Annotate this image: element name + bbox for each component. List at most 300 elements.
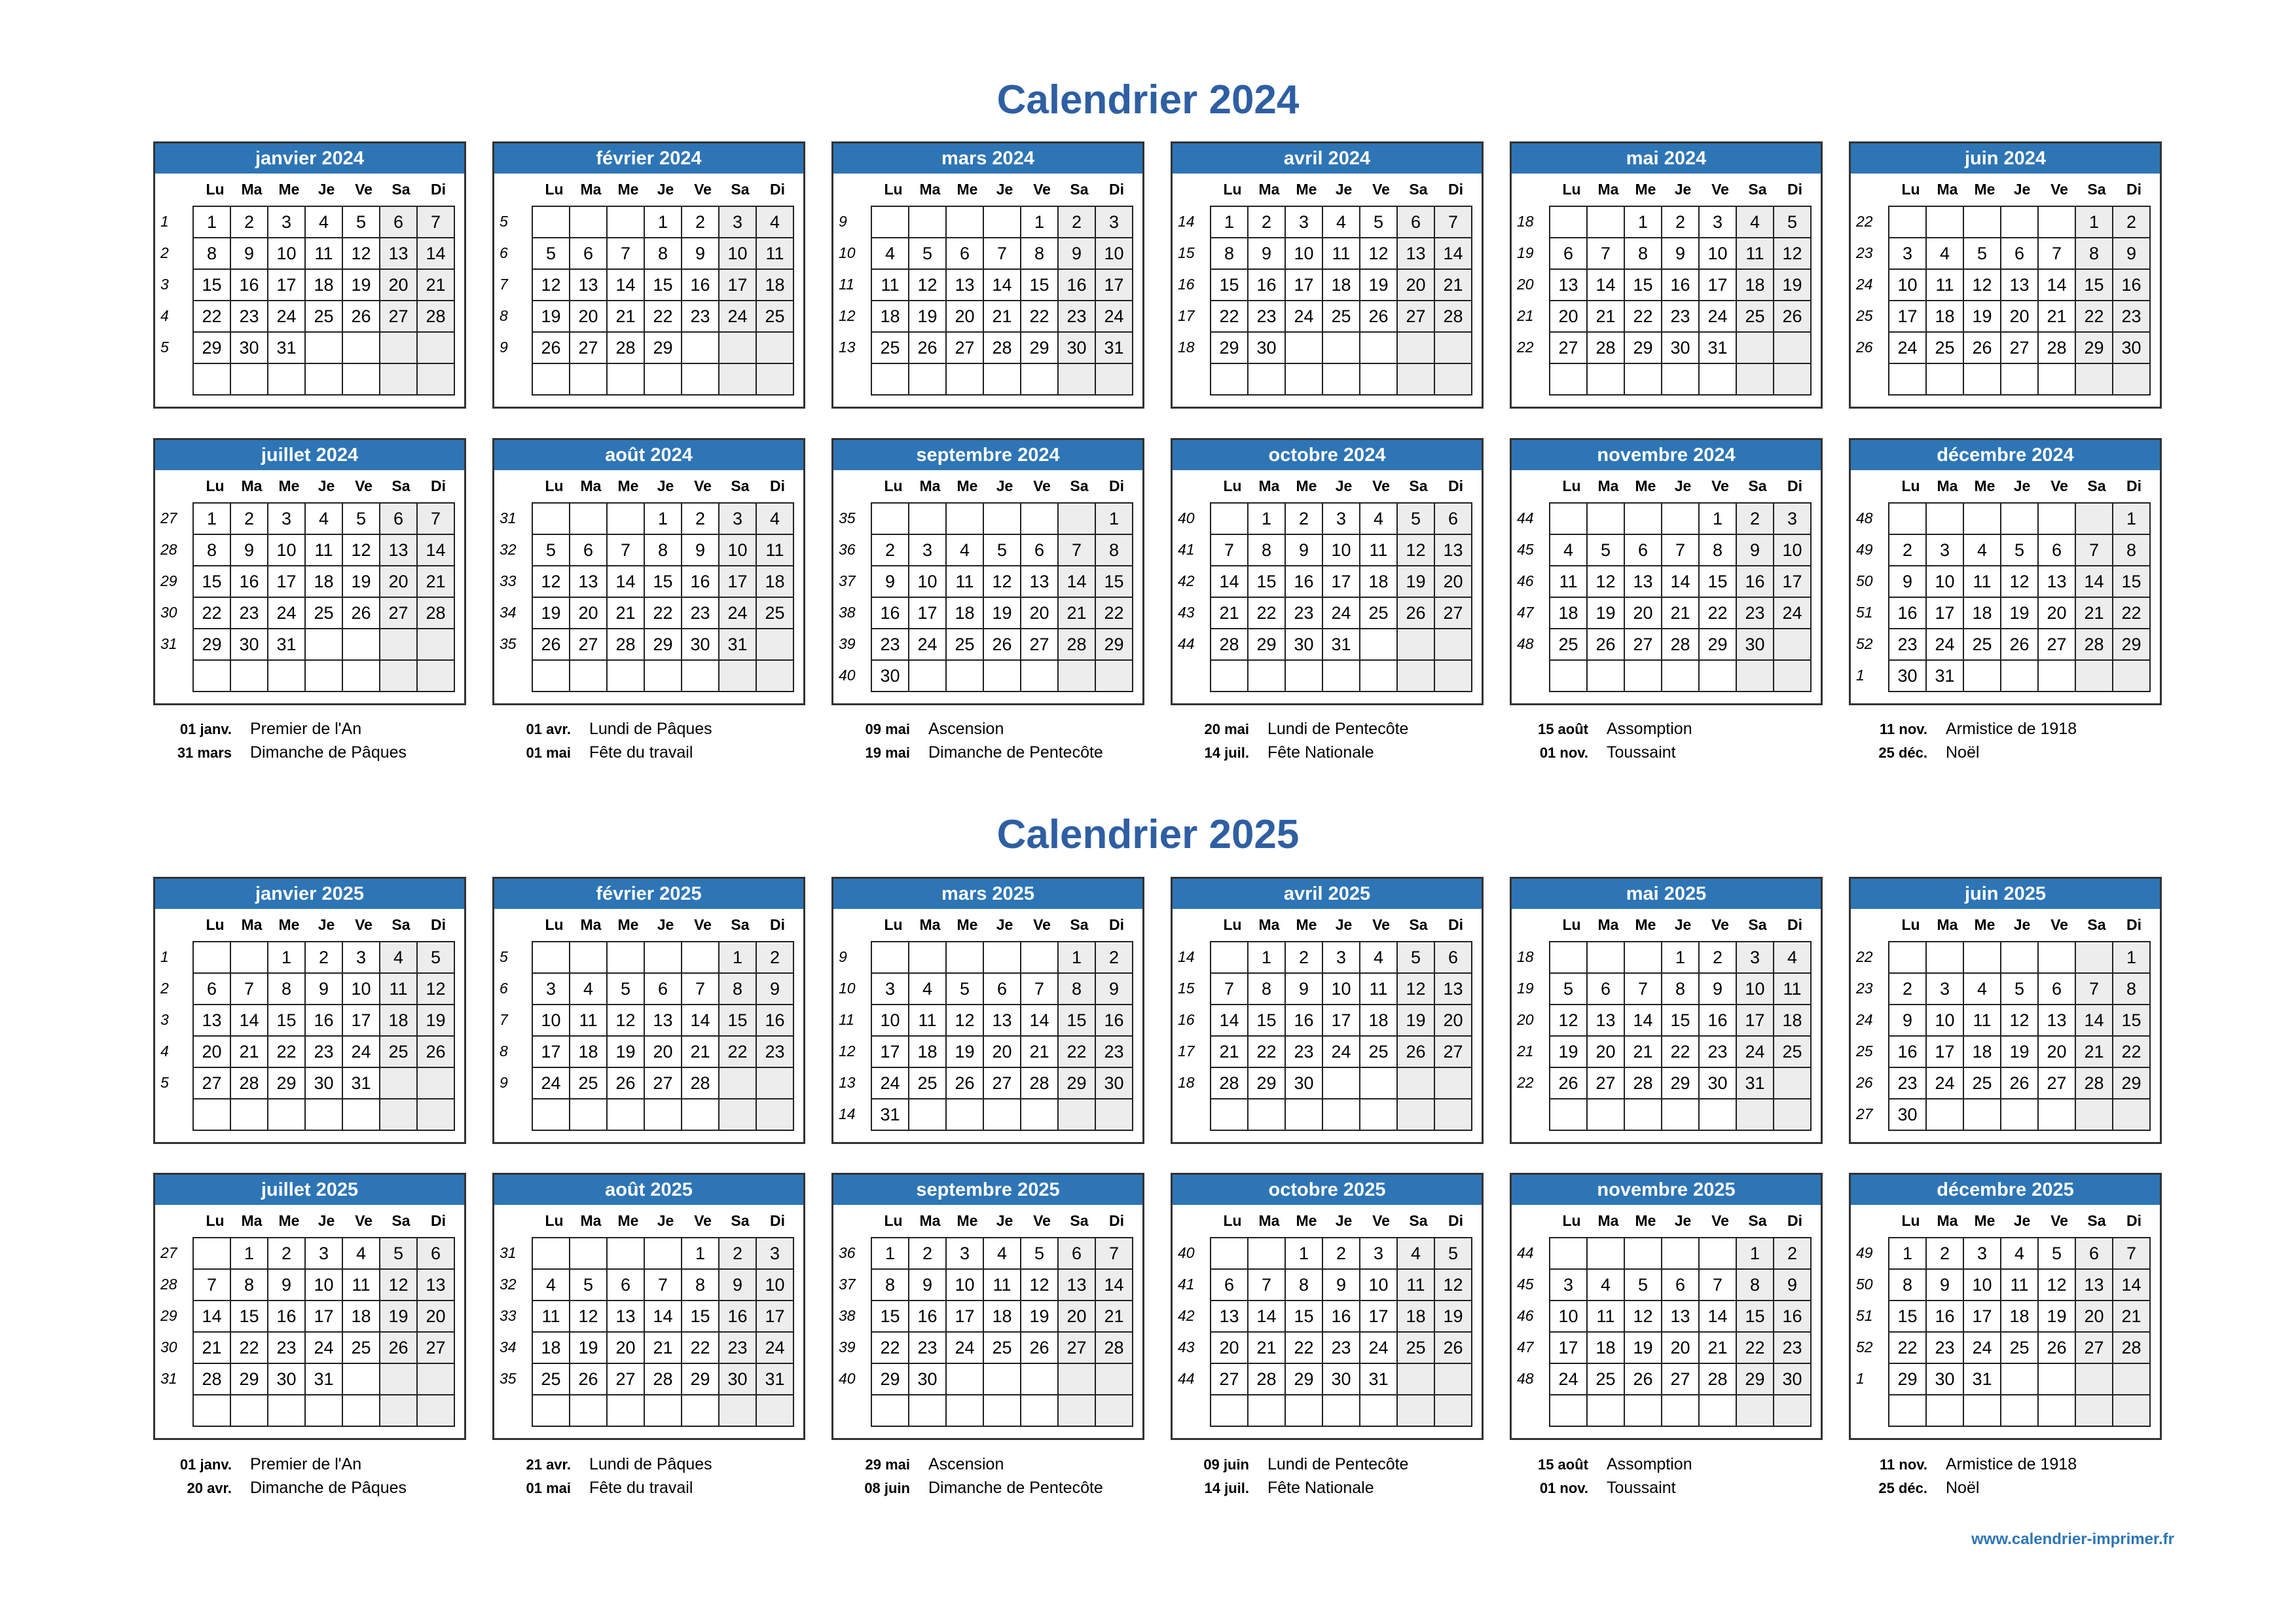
day-cell: 8 [2113, 973, 2150, 1005]
day-header: Ma [241, 1212, 263, 1229]
day-cell: 30 [1058, 332, 1095, 363]
day-cell: 20 [644, 1036, 682, 1067]
day-grid [192, 206, 455, 396]
day-cell: 10 [909, 566, 946, 597]
week-number: 39 [839, 635, 856, 652]
day-cell: 5 [2001, 973, 2038, 1005]
week-number: 8 [500, 307, 508, 324]
day-cell: 3 [305, 1238, 342, 1269]
day-cell: 27 [1021, 629, 1058, 660]
day-header: Ma [1258, 1212, 1280, 1229]
week-number: 5 [500, 213, 508, 230]
day-cell: 22 [193, 301, 230, 332]
day-cell: 10 [719, 534, 756, 566]
day-cell: 2 [230, 206, 268, 238]
day-cell: 6 [1624, 534, 1662, 566]
day-cell: 6 [1058, 1238, 1095, 1269]
day-cell [946, 942, 983, 973]
day-cell [983, 942, 1021, 973]
day-cell [1322, 363, 1360, 395]
day-cell: 6 [1662, 1269, 1699, 1301]
day-grid [192, 502, 455, 692]
day-cell: 27 [380, 597, 417, 629]
day-cell: 4 [1322, 206, 1360, 238]
day-header: Ve [2050, 477, 2068, 494]
day-cell: 1 [1736, 1238, 1774, 1269]
day-cell: 10 [268, 238, 305, 269]
holiday-name: Dimanche de Pâques [250, 1479, 407, 1497]
day-cell: 19 [2001, 1036, 2038, 1067]
day-header: Lu [884, 181, 903, 198]
day-cell: 7 [417, 206, 454, 238]
day-header: Me [1296, 916, 1317, 933]
day-cell: 22 [1248, 597, 1285, 629]
day-cell [417, 1363, 454, 1395]
day-cell [2001, 1099, 2038, 1130]
week-number: 41 [1178, 1276, 1195, 1293]
day-cell: 4 [570, 973, 607, 1005]
week-number: 16 [1178, 276, 1195, 293]
day-cell: 25 [756, 597, 793, 629]
day-cell: 20 [2075, 1301, 2113, 1332]
month-2024-8 [492, 438, 805, 705]
day-cell: 29 [644, 332, 682, 363]
holiday-date: 20 mai [1204, 721, 1249, 737]
month-2024-3 [831, 141, 1144, 409]
day-cell: 18 [1963, 1036, 2001, 1067]
day-cell: 15 [268, 1005, 305, 1036]
day-header: Sa [2087, 477, 2106, 494]
day-header: Sa [1748, 477, 1767, 494]
day-cell: 18 [2001, 1301, 2038, 1332]
day-cell: 29 [1285, 1363, 1322, 1395]
day-cell: 3 [1699, 206, 1736, 238]
week-number: 1 [160, 948, 169, 965]
day-cell: 29 [1248, 1067, 1285, 1099]
website-link[interactable]: www.calendrier-imprimer.fr [1971, 1530, 2174, 1548]
day-cell: 21 [193, 1332, 230, 1363]
day-cell: 2 [1285, 942, 1322, 973]
day-cell: 14 [1095, 1269, 1133, 1301]
day-cell [719, 332, 756, 363]
day-cell [909, 942, 946, 973]
day-header: Ma [1937, 181, 1958, 198]
day-header: Di [770, 477, 785, 494]
day-cell: 8 [1248, 534, 1285, 566]
day-cell: 2 [230, 503, 268, 534]
week-number: 49 [1856, 541, 1873, 558]
day-cell: 15 [1285, 1301, 1322, 1332]
day-cell [1774, 629, 1811, 660]
month-2024-5 [1510, 141, 1823, 409]
week-number: 16 [1178, 1011, 1195, 1028]
day-header: Je [318, 181, 335, 198]
day-cell: 25 [305, 597, 342, 629]
day-header: Ma [1597, 181, 1619, 198]
day-cell: 9 [268, 1269, 305, 1301]
day-header: Sa [2087, 181, 2106, 198]
day-header: Me [278, 181, 300, 198]
week-number: 12 [839, 1043, 856, 1060]
holiday-entry [1503, 717, 1692, 741]
day-cell [532, 660, 570, 692]
holiday-date: 01 mai [526, 745, 571, 761]
day-cell: 19 [1587, 597, 1624, 629]
day-cell [909, 1395, 946, 1426]
month-2025-4 [1171, 877, 1484, 1144]
day-cell: 22 [1662, 1036, 1699, 1067]
day-cell: 20 [2001, 301, 2038, 332]
day-cell: 15 [1058, 1005, 1095, 1036]
day-cell: 22 [1736, 1332, 1774, 1363]
holiday-name: Fête du travail [589, 743, 693, 762]
day-cell: 17 [342, 1005, 380, 1036]
day-header: Me [957, 1212, 978, 1229]
day-cell: 13 [1397, 238, 1434, 269]
day-cell [2038, 503, 2075, 534]
week-number: 9 [839, 213, 847, 230]
day-cell: 26 [1624, 1363, 1662, 1395]
day-cell [1322, 332, 1360, 363]
week-number: 17 [1178, 1043, 1195, 1060]
day-cell [1211, 1395, 1248, 1426]
day-grid [192, 941, 455, 1131]
month-title: juin 2025 [1851, 879, 2160, 909]
day-cell: 18 [1360, 566, 1397, 597]
day-cell: 29 [2075, 332, 2113, 363]
day-cell: 10 [1926, 566, 1963, 597]
day-cell: 4 [1550, 534, 1587, 566]
day-cell [342, 1363, 380, 1395]
day-cell: 4 [983, 1238, 1021, 1269]
day-cell: 24 [909, 629, 946, 660]
day-cell: 4 [1926, 238, 1963, 269]
day-cell: 11 [305, 534, 342, 566]
holiday-entry [1164, 717, 1408, 741]
day-cell [342, 363, 380, 395]
day-cell: 19 [342, 566, 380, 597]
day-cell [1058, 1099, 1095, 1130]
day-cell [946, 1099, 983, 1130]
day-header: Ve [1372, 477, 1390, 494]
day-cell: 31 [719, 629, 756, 660]
day-cell: 2 [719, 1238, 756, 1269]
day-header: Me [1635, 477, 1656, 494]
day-cell [1095, 660, 1133, 692]
day-cell: 18 [380, 1005, 417, 1036]
day-cell: 13 [1211, 1301, 1248, 1332]
holiday-date: 01 nov. [1539, 745, 1588, 761]
day-cell: 23 [1248, 301, 1285, 332]
day-header: Je [1674, 1212, 1692, 1229]
day-cell [1021, 503, 1058, 534]
day-cell [983, 660, 1021, 692]
week-number: 2 [160, 244, 169, 261]
month-2024-12 [1849, 438, 2162, 705]
day-cell: 5 [342, 503, 380, 534]
day-cell: 21 [1662, 597, 1699, 629]
day-cell: 9 [1285, 534, 1322, 566]
day-cell: 23 [268, 1332, 305, 1363]
day-cell: 18 [1774, 1005, 1811, 1036]
day-cell: 21 [417, 269, 454, 301]
day-header: Di [770, 1212, 785, 1229]
day-cell: 26 [1397, 597, 1434, 629]
day-cell: 8 [644, 238, 682, 269]
day-cell [268, 1099, 305, 1130]
day-cell: 1 [644, 503, 682, 534]
day-cell: 10 [871, 1005, 909, 1036]
day-cell [1550, 206, 1587, 238]
day-header: Sa [392, 916, 410, 933]
day-cell: 12 [2038, 1269, 2075, 1301]
day-cell: 24 [719, 597, 756, 629]
day-cell: 20 [1550, 301, 1587, 332]
holiday-name: Fête du travail [589, 1479, 693, 1497]
day-cell: 24 [1322, 1036, 1360, 1067]
day-cell: 5 [532, 238, 570, 269]
day-cell: 5 [1397, 503, 1434, 534]
day-cell [946, 1363, 983, 1395]
day-cell: 17 [1963, 1301, 2001, 1332]
day-cell [1211, 1238, 1248, 1269]
day-cell: 7 [2075, 534, 2113, 566]
day-cell: 12 [909, 269, 946, 301]
week-number: 21 [1517, 307, 1534, 324]
day-cell [1434, 660, 1472, 692]
day-cell: 26 [1587, 629, 1624, 660]
day-cell [532, 363, 570, 395]
holiday-date: 21 avr. [526, 1456, 571, 1473]
day-cell: 23 [871, 629, 909, 660]
day-cell [532, 503, 570, 534]
day-cell: 18 [1587, 1332, 1624, 1363]
day-cell [1624, 1238, 1662, 1269]
day-cell: 26 [532, 332, 570, 363]
holiday-date: 19 mai [865, 745, 910, 761]
day-cell [1624, 363, 1662, 395]
day-cell [230, 660, 268, 692]
day-cell: 17 [532, 1036, 570, 1067]
day-header: Je [2013, 916, 2031, 933]
day-header: Ve [1033, 916, 1051, 933]
day-header: Ve [694, 477, 712, 494]
day-cell: 2 [268, 1238, 305, 1269]
day-header: Di [1787, 181, 1802, 198]
day-cell: 24 [946, 1332, 983, 1363]
day-cell [570, 660, 607, 692]
day-grid [1210, 1237, 1472, 1427]
day-grid [532, 941, 794, 1131]
day-cell: 31 [1926, 660, 1963, 692]
week-number: 44 [1178, 635, 1195, 652]
day-cell [380, 332, 417, 363]
day-cell [417, 363, 454, 395]
week-number: 24 [1856, 276, 1873, 293]
day-cell [946, 206, 983, 238]
day-cell: 10 [946, 1269, 983, 1301]
day-cell: 14 [417, 534, 454, 566]
day-cell [644, 1238, 682, 1269]
day-cell [1397, 1067, 1434, 1099]
holiday-name: Dimanche de Pentecôte [928, 743, 1103, 762]
day-cell: 21 [1248, 1332, 1285, 1363]
holiday-entry [486, 1476, 693, 1500]
holiday-date: 25 déc. [1878, 1480, 1927, 1496]
day-cell: 26 [946, 1067, 983, 1099]
day-header: Me [1296, 1212, 1317, 1229]
day-cell: 6 [2001, 238, 2038, 269]
day-cell: 11 [909, 1005, 946, 1036]
day-cell [1021, 660, 1058, 692]
day-cell: 22 [230, 1332, 268, 1363]
month-title: avril 2024 [1173, 143, 1482, 174]
month-2025-8 [492, 1173, 805, 1440]
day-cell: 25 [1736, 301, 1774, 332]
day-cell: 1 [1248, 942, 1285, 973]
day-cell: 1 [1662, 942, 1699, 973]
day-cell [1963, 1395, 2001, 1426]
day-header: Ma [1258, 477, 1280, 494]
day-header: Sa [1409, 916, 1428, 933]
day-cell [2038, 660, 2075, 692]
day-cell [1360, 1395, 1397, 1426]
day-cell: 28 [1587, 332, 1624, 363]
day-cell: 14 [1624, 1005, 1662, 1036]
day-cell: 25 [1774, 1036, 1811, 1067]
day-cell [230, 1099, 268, 1130]
day-cell: 29 [871, 1363, 909, 1395]
day-cell: 22 [871, 1332, 909, 1363]
day-cell [1058, 1363, 1095, 1395]
day-cell [756, 629, 793, 660]
day-cell: 4 [1360, 503, 1397, 534]
day-cell: 12 [1434, 1269, 1472, 1301]
day-cell: 7 [644, 1269, 682, 1301]
day-cell [1434, 332, 1472, 363]
day-cell [380, 363, 417, 395]
day-cell: 20 [570, 301, 607, 332]
day-header: Di [2126, 477, 2141, 494]
day-cell [380, 1099, 417, 1130]
day-cell: 30 [1285, 629, 1322, 660]
day-cell: 16 [756, 1005, 793, 1036]
day-header: Je [1674, 477, 1692, 494]
week-number: 44 [1517, 1244, 1534, 1261]
day-cell [756, 1395, 793, 1426]
day-cell [2075, 1099, 2113, 1130]
holiday-entry [486, 717, 712, 741]
day-cell: 16 [230, 269, 268, 301]
week-number: 14 [839, 1105, 856, 1122]
holiday-date: 11 nov. [1880, 721, 1927, 737]
day-cell [380, 660, 417, 692]
day-cell: 9 [2113, 238, 2150, 269]
day-cell: 9 [719, 1269, 756, 1301]
day-cell: 8 [230, 1269, 268, 1301]
day-header: Sa [392, 181, 410, 198]
day-grid [871, 1237, 1133, 1427]
day-cell: 15 [644, 566, 682, 597]
day-cell: 20 [1662, 1332, 1699, 1363]
day-cell: 30 [305, 1067, 342, 1099]
day-cell: 5 [983, 534, 1021, 566]
day-cell [1736, 1395, 1774, 1426]
week-number: 32 [500, 541, 517, 558]
day-header: Je [318, 916, 335, 933]
day-cell: 4 [1774, 942, 1811, 973]
day-cell [305, 332, 342, 363]
day-cell: 29 [1211, 332, 1248, 363]
day-cell: 25 [1926, 332, 1963, 363]
day-cell: 7 [607, 534, 644, 566]
week-number: 7 [500, 1011, 508, 1028]
day-cell [2113, 1363, 2150, 1395]
week-number: 1 [1856, 1370, 1865, 1387]
day-cell [2075, 660, 2113, 692]
day-cell: 14 [607, 566, 644, 597]
day-cell: 27 [1434, 1036, 1472, 1067]
day-header: Ve [355, 1212, 373, 1229]
day-cell: 21 [1699, 1332, 1736, 1363]
day-cell: 21 [2038, 301, 2075, 332]
day-cell: 27 [193, 1067, 230, 1099]
week-number: 9 [839, 948, 847, 965]
day-grid [1888, 941, 2151, 1131]
day-cell: 23 [719, 1332, 756, 1363]
day-cell: 12 [946, 1005, 983, 1036]
day-cell [417, 1099, 454, 1130]
holiday-name: Lundi de Pâques [589, 1455, 712, 1473]
day-header: Di [2126, 916, 2141, 933]
day-cell [1058, 503, 1095, 534]
day-cell [2075, 503, 2113, 534]
day-cell [756, 660, 793, 692]
day-cell: 23 [1285, 597, 1322, 629]
month-2024-10 [1171, 438, 1484, 705]
day-cell: 29 [644, 629, 682, 660]
day-grid [1210, 941, 1472, 1131]
day-cell [2113, 1395, 2150, 1426]
day-cell: 3 [1926, 534, 1963, 566]
holiday-name: Fête Nationale [1267, 1479, 1374, 1497]
day-header: Me [1974, 181, 1995, 198]
day-cell: 25 [2001, 1332, 2038, 1363]
day-cell: 17 [871, 1036, 909, 1067]
day-header: Ve [2050, 916, 2068, 933]
day-cell: 15 [2113, 1005, 2150, 1036]
day-header: Me [617, 1212, 639, 1229]
holiday-name: Lundi de Pâques [589, 720, 712, 738]
day-header: Ma [919, 181, 941, 198]
day-header: Di [1448, 1212, 1463, 1229]
day-header: Sa [731, 1212, 750, 1229]
day-header: Ve [1711, 477, 1729, 494]
day-cell: 1 [1624, 206, 1662, 238]
day-cell: 27 [1587, 1067, 1624, 1099]
day-cell: 26 [1360, 301, 1397, 332]
day-header: Me [1635, 1212, 1656, 1229]
day-cell [342, 332, 380, 363]
day-cell: 22 [644, 597, 682, 629]
day-cell: 27 [1397, 301, 1434, 332]
day-cell: 5 [342, 206, 380, 238]
day-header: Ve [694, 916, 712, 933]
day-cell [1397, 660, 1434, 692]
day-cell: 12 [1397, 973, 1434, 1005]
day-cell: 19 [909, 301, 946, 332]
day-cell: 25 [1360, 597, 1397, 629]
